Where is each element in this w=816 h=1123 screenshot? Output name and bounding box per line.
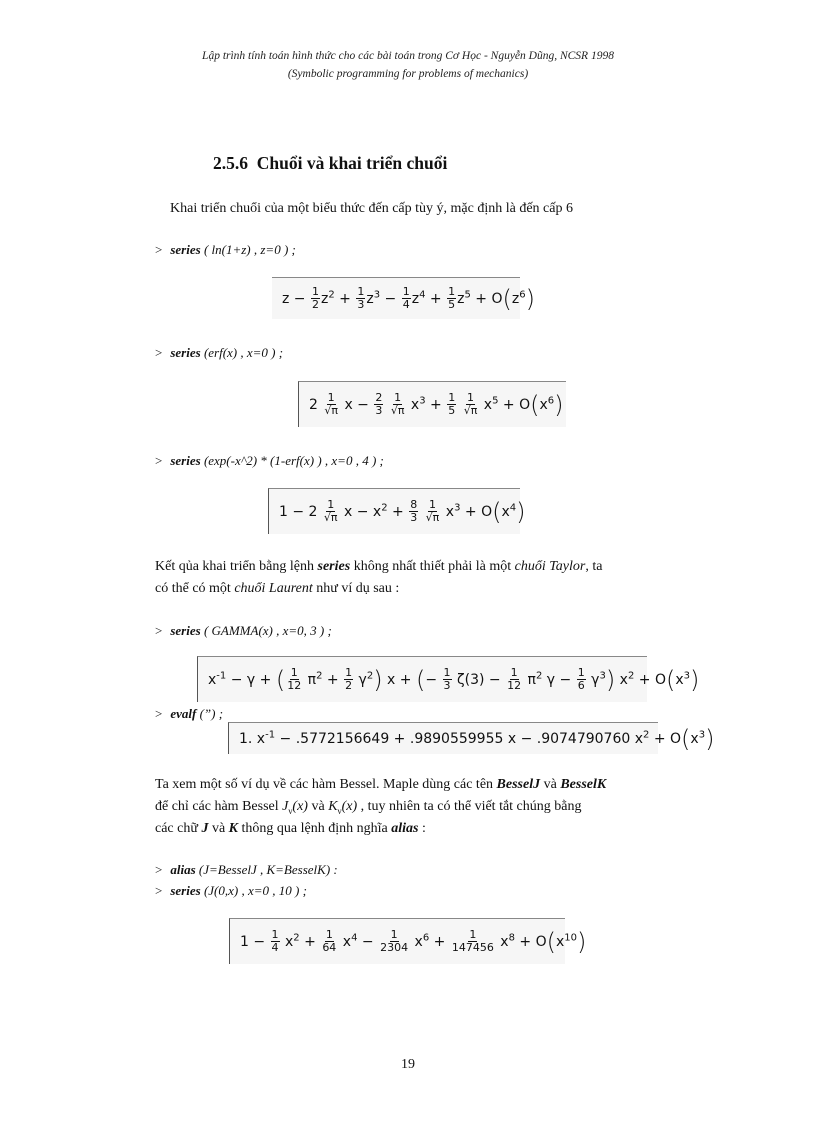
command-args: ( GAMMA(x) , x=0, 3 ) ; <box>200 623 332 638</box>
maple-command-alias <box>155 862 338 878</box>
paragraph-bessel-line1: Ta xem một số ví dụ về các hàm Bessel. Maple dùng các tên BesselJ và BesselK <box>155 777 607 792</box>
command-keyword: series <box>170 623 201 638</box>
paragraph-bessel-line2: để chỉ các hàm Bessel $J_\nu(x)$ và $K_\nu(x)$ , tuy nhiên ta có thể viết tắt chúng bằng <box>155 799 582 816</box>
maple-command-series-erf <box>155 345 283 361</box>
command-keyword: series <box>170 883 201 898</box>
paragraph-laurent-line1: Kết qủa khai triển bằng lệnh series không nhất thiết phải là một chuổi Taylor, ta <box>155 559 603 574</box>
output-series-erf: 2 $\frac{1}{√\pi}$ x − $\frac{2}{3}$ $\frac{1}{√\pi}$ $x^3$ + $\frac{1}{5}$ $\frac{1}{√\pi}$ $x^5 + O(x^6)$ <box>298 381 566 427</box>
running-header-title: Lập trình tính toán hình thức cho các bài toán trong Cơ Học - Nguyễn Dũng, NCSR 1998 <box>202 50 614 62</box>
command-keyword: alias <box>170 862 196 877</box>
output-series-bessel: 1 − $\frac{1}{4}$ $x^2$ + $\frac{1}{64}$ $x^4$ − $\frac{1}{2304}$ $x^6$ + $\frac{1}{147456}$ $x^8 + O(x^{10})$ <box>229 918 565 964</box>
output-series-ln: z − $\frac{1}{2}$ $z^2$ + $\frac{1}{3}$ $z^3$ − $\frac{1}{4}$ $z^4$ + $\frac{1}{5}$ $z^5 + O(z^6)$ <box>272 277 520 319</box>
command-keyword: evalf <box>170 706 197 721</box>
output-series-exp-erfc: 1 − 2 $\frac{1}{√\pi}$ $x - x^2$ + $\frac{8}{3}$ $\frac{1}{√\pi}$ $x^3 + O(x^4)$ <box>268 488 520 534</box>
running-header-subtitle: (Symbolic programming for problems of mechanics) <box>287 68 529 80</box>
maple-command-series-exp-erfc <box>155 453 384 469</box>
maple-command-series-bessel <box>155 883 307 899</box>
section-number: 2.5.6 <box>213 153 248 173</box>
section-heading <box>213 153 447 174</box>
command-args: (exp(-x^2) * (1-erf(x) ) , x=0 , 4 ) ; <box>200 453 384 468</box>
prompt: > <box>155 453 163 468</box>
intro-paragraph: Khai triển chuổi của một biểu thức đến cấp tùy ý, mặc định là đến cấp 6 <box>170 201 573 216</box>
maple-command-series-gamma <box>155 623 332 639</box>
command-args: (J(0,x) , x=0 , 10 ) ; <box>200 883 307 898</box>
maple-command-series-ln <box>155 242 296 258</box>
section-title: Chuổi và khai triển chuổi <box>256 153 448 173</box>
command-args: (”) ; <box>196 706 224 721</box>
prompt: > <box>155 345 163 360</box>
prompt: > <box>155 706 163 721</box>
prompt: > <box>155 242 163 257</box>
command-keyword: series <box>170 453 201 468</box>
maple-command-evalf <box>155 706 223 722</box>
command-keyword: series <box>170 345 201 360</box>
output-series-gamma: $x^{-1} - \gamma$ + ( $\frac{1}{12}$ $\pi^2$ + $\frac{1}{2}$ $\gamma^2$) x + (− $\frac{1}{3}$ ζ(3) − $\frac{1}{12}$ $\pi^2$ γ − $\frac{1}{6}$ $\gamma^3$) $x^2 + O(x^3)$ <box>197 656 647 702</box>
prompt: > <box>155 623 163 638</box>
prompt: > <box>155 862 163 877</box>
paragraph-bessel-line3: các chữ J và K thông qua lệnh định nghĩa alias : <box>155 821 426 836</box>
paragraph-laurent-line2: có thể có một chuổi Laurent như ví dụ sau : <box>155 581 400 596</box>
command-args: (erf(x) , x=0 ) ; <box>200 345 284 360</box>
command-keyword: series <box>170 242 201 257</box>
page-number: 19 <box>401 1057 415 1072</box>
prompt: > <box>155 883 163 898</box>
output-evalf: 1. $x^{-1} - .5772156649 + .9890559955$ x − .9074790760 $x^2 + O(x^3)$ <box>228 722 658 754</box>
command-args: ( ln(1+z) , z=0 ) ; <box>200 242 296 257</box>
command-args: (J=BesselJ , K=BesselK) : <box>195 862 338 877</box>
